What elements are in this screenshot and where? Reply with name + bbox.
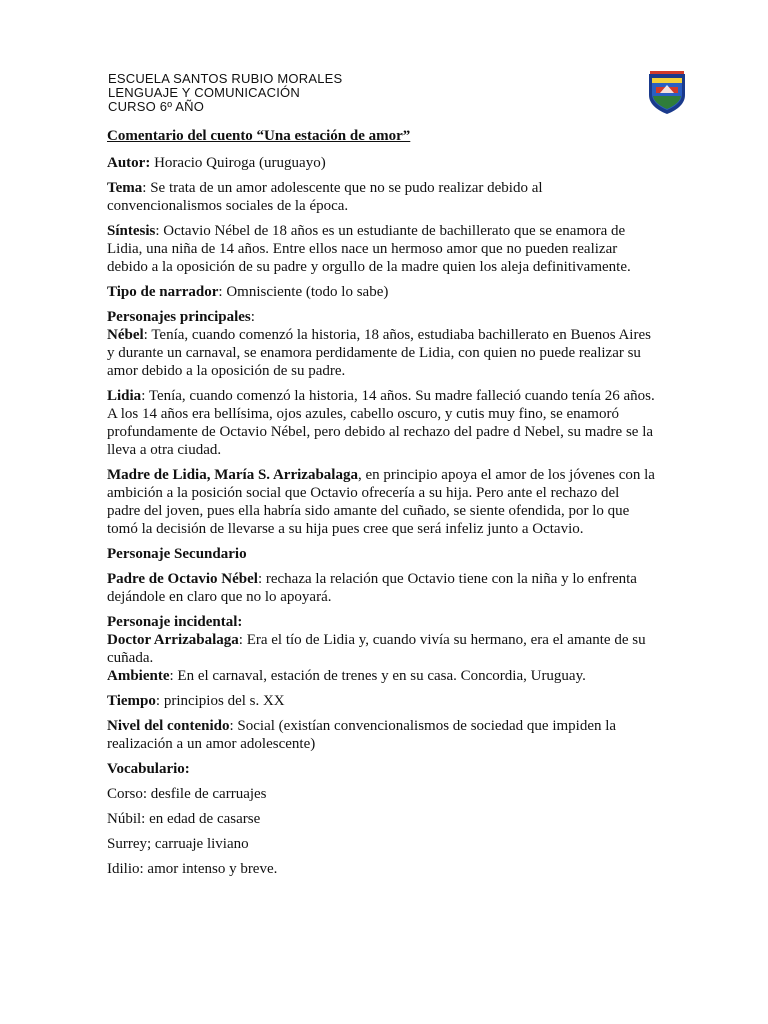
vocabulario-list [107,785,655,878]
school-name: ESCUELA SANTOS RUBIO MORALES [108,71,343,86]
personaje-secundario-heading: Personaje Secundario [107,546,247,562]
sintesis-label: Síntesis [107,223,156,239]
subject-name: LENGUAJE Y COMUNICACIÓN [108,85,300,100]
madre-label: Madre de Lidia, María S. Arrizabalaga [107,467,358,483]
personajes-principales-label: Personajes principales [107,309,251,325]
sintesis-text: : Octavio Nébel de 18 años es un estudiante de bachillerato que se enamora de Lidia, una niña de 14 años. Entre ellos nace un hermoso amor que no pueden realizar debido a la oposición de su padre y orgullo de la madre quien los aleja definitivamente. [107,223,631,275]
nebel-paragraph [107,326,655,380]
sintesis-paragraph [107,222,655,276]
doctor-text: : Era el tío de Lidia y, cuando vivía su hermano, era el amante de su cuñada. [107,632,646,666]
autor-paragraph [107,154,655,172]
narrador-paragraph [107,283,655,301]
nivel-label: Nivel del contenido [107,718,230,734]
vocabulario-item: Idilio: amor intenso y breve. [107,861,278,877]
ambiente-text: : En el carnaval, estación de trenes y en su casa. Concordia, Uruguay. [169,668,586,684]
vocabulario-heading: Vocabulario: [107,761,190,777]
narrador-text: : Omnisciente (todo lo sabe) [218,284,389,300]
lidia-label: Lidia [107,388,142,404]
padre-label: Padre de Octavio Nébel [107,571,258,587]
personajes-principales-colon: : [250,309,255,325]
tema-label: Tema [107,180,143,196]
school-header [108,72,528,114]
vocabulario-item: Corso: desfile de carruajes [107,786,267,802]
tema-text: : Se trata de un amor adolescente que no se pudo realizar debido al convencionalismos sociales de la época. [107,180,543,214]
nivel-text: : Social (existían convencionalismos de sociedad que impiden la realización a un amor adolescente) [107,718,617,752]
vocabulario-item: Surrey; carruaje liviano [107,836,249,852]
lidia-paragraph [107,387,655,459]
doctor-label: Doctor Arrizabalaga [107,632,239,648]
narrador-label: Tipo de narrador [107,284,219,300]
autor-text: Horacio Quiroga (uruguayo) [150,155,326,171]
document-body [107,127,655,885]
padre-paragraph [107,570,655,606]
ambiente-label: Ambiente [107,668,170,684]
school-crest-icon [647,71,687,115]
vocabulario-item: Núbil: en edad de casarse [107,811,261,827]
padre-text: : rechaza la relación que Octavio tiene con la niña y lo enfrenta dejándole en claro que no lo apoyará. [107,571,637,605]
personaje-incidental-heading: Personaje incidental: [107,614,243,630]
ambiente-paragraph [107,667,655,685]
personajes-principales-heading [107,308,655,326]
autor-label: Autor: [107,155,151,171]
tiempo-paragraph [107,692,655,710]
nivel-paragraph [107,717,655,753]
tiempo-text: : principios del s. XX [155,693,285,709]
course-name: CURSO 6º AÑO [108,99,205,114]
madre-text: , en principio apoya el amor de los jóvenes con la ambición a la posición social que Octavio ofrecería a su hija. Pero ante el rechazo del padre del joven, pues ella habría sido amante del cuñado, se siente ofendida, por lo que tomó la decisión de llevarse a su hija pues cree que será infeliz junto a Octavio. [107,467,655,537]
nebel-text: : Tenía, cuando comenzó la historia, 18 años, estudiaba bachillerato en Buenos Aires y durante un carnaval, se enamora perdidamente de Lidia, con quien no puede realizar su amor debido a la oposición de su padre. [107,327,651,379]
tiempo-label: Tiempo [107,693,156,709]
document-title: Comentario del cuento “Una estación de amor” [107,128,411,144]
doctor-paragraph [107,631,655,667]
lidia-text: : Tenía, cuando comenzó la historia, 14 años. Su madre falleció cuando tenía 26 años. A los 14 años era bellísima, ojos azules, cabello oscuro, y cutis muy fino, se enamoró profundamente de Octavio Nébel, pero debido al rechazo del padre d Nebel, su madre se la lleva a otra ciudad. [107,388,655,458]
madre-paragraph [107,466,655,538]
nebel-label: Nébel [107,327,144,343]
tema-paragraph [107,179,655,215]
